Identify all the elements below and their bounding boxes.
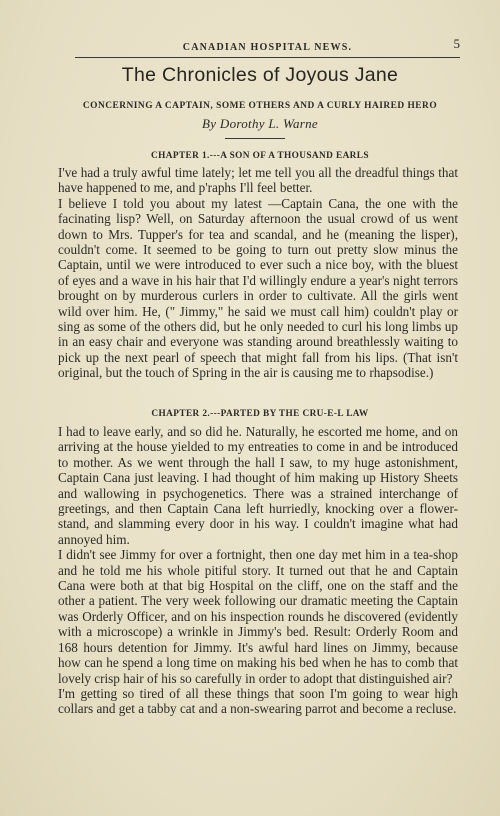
paragraph: I'm getting so tired of all these things that soon I'm going to wear high collars and get a tabby cat and a non-swearing parrot and become a recluse. [58, 685, 458, 717]
page-number: 5 [453, 36, 460, 51]
header-rule [75, 57, 460, 58]
paragraph: I believe I told you about my latest —Captain Cana, the one with the facinating lisp? Well, on Saturday afternoon the usual crowd of us went down to Mrs. Tupper's for tea and scandal, and he (meaning the lisper), couldn't come. It seemed to be going to turn out pretty slow minus the Captain, until we were introduced to ever such a nice boy, with the bluest of eyes and a wave in his hair that I'd willingly endure a year's night terrors brought on by murderous curlers in order to cultivate. All the girls went wild over him. He, (" Jimmy," he said we must call him) couldn't play or sing as some of the others did, but he only needed to curl his long limbs up in an easy chair and everyone was standing around breathlessly waiting to pick up the next pearl of speech that might fall from his lips. (That isn't original, but the touch of Spring in the air is causing me to rhapsodise.) [58, 195, 458, 381]
chapter-1-heading: CHAPTER 1.---A SON OF A THOUSAND EARLS [151, 151, 369, 161]
byline-rule [225, 138, 285, 139]
chapter-2-heading: CHAPTER 2.---PARTED BY THE CRU-E-L LAW [151, 409, 369, 419]
chapter-2-body [58, 424, 458, 717]
paragraph: I didn't see Jimmy for over a fortnight, then one day met him in a tea-shop and he told me his whole pitiful story. It turned out that he and Captain Cana were both at that big Hospital on the cliff, one on the staff and the other a patient. The very week following our dramatic meeting the Captain was Orderly Officer, and on his inspection rounds he discovered (evidently with a microscope) a wrinkle in Jimmy's bed. Result: Orderly Room and 168 hours detention for Jimmy. It's awful hard lines on Jimmy, because how can he spend a long time on making his bed when he has to comb that lovely crisp hair of his so carefully in order to adopt that distinguished air? [58, 547, 458, 686]
article-title: The Chronicles of Joyous Jane [121, 64, 399, 86]
article-subtitle: CONCERNING A CAPTAIN, SOME OTHERS AND A CURLY HAIRED HERO [82, 101, 438, 111]
running-head [75, 36, 460, 56]
chapter-1-body [58, 165, 458, 381]
running-title: CANADIAN HOSPITAL NEWS. [182, 42, 353, 53]
article-byline: By Dorothy L. Warne [202, 116, 318, 131]
paragraph: I had to leave early, and so did he. Naturally, he escorted me home, and on arriving at the house yielded to my entreaties to come in and be introduced to mother. As we went through the hall I saw, to my huge astonishment, Captain Cana just leaving. I had thought of him making up History Sheets and wallowing in psychogenetics. There was a strained interchange of greetings, and then Captain Cana left hurriedly, knocking over a flower-stand, and slamming every door in his way. I couldn't imagine what had annoyed him. [58, 424, 458, 547]
paragraph: I've had a truly awful time lately; let me tell you all the dreadful things that have happened to me, and p'raphs I'll feel better. [58, 165, 458, 196]
